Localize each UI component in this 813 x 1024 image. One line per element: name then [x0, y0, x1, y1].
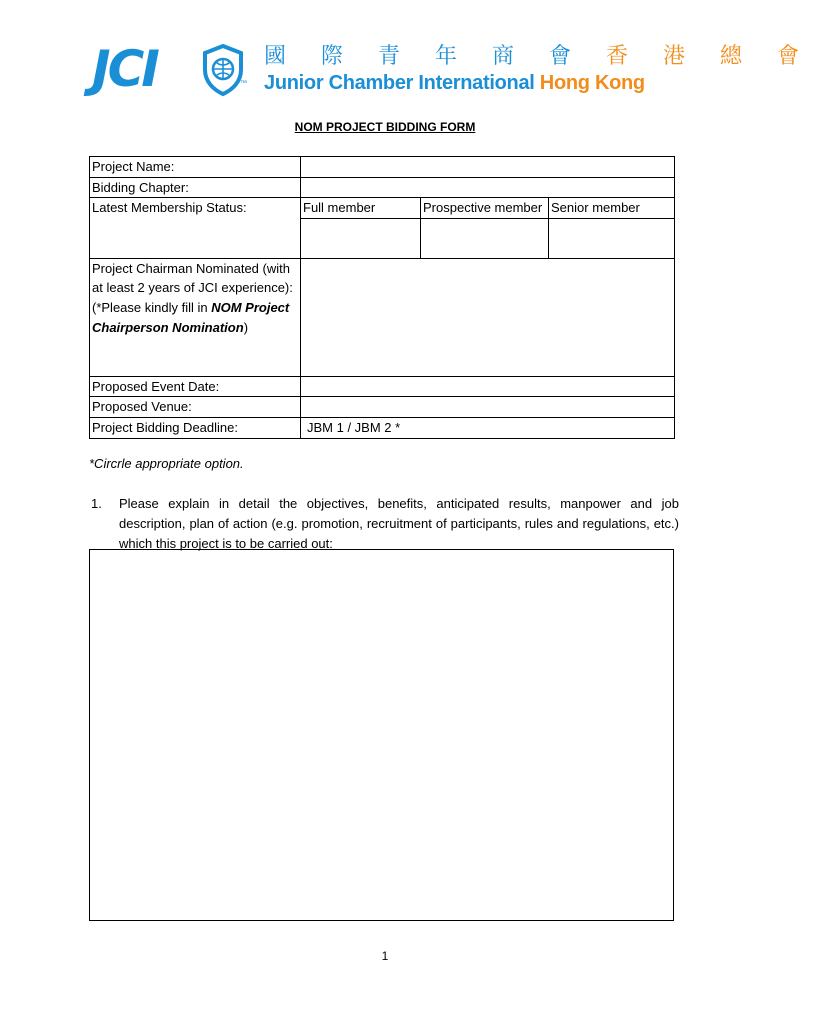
venue-label: Proposed Venue: — [90, 397, 301, 418]
question-1-answer-box[interactable] — [89, 549, 674, 921]
table-row — [90, 376, 675, 397]
senior-member-field[interactable] — [549, 218, 675, 258]
bidding-chapter-field[interactable] — [301, 177, 675, 198]
table-row — [90, 157, 675, 178]
question-1 — [91, 494, 679, 554]
project-name-label: Project Name: — [90, 157, 301, 178]
circle-option-note: *Circrle appropriate option. — [89, 456, 244, 471]
question-number: 1. — [91, 496, 102, 511]
page-header — [92, 40, 813, 100]
org-name-chinese — [264, 43, 813, 71]
deadline-label: Project Bidding Deadline: — [90, 417, 301, 438]
org-name-chinese-part1: 國 際 青 年 商 會 — [264, 44, 585, 69]
table-row — [90, 198, 675, 219]
event-date-field[interactable] — [301, 376, 675, 397]
org-name-chinese-part2: 香 港 總 會 — [605, 44, 813, 69]
table-row — [90, 417, 675, 438]
trademark-mark: ™ — [240, 80, 247, 87]
table-row — [90, 258, 675, 376]
jci-logo-text: JCI — [92, 40, 157, 98]
option-prospective-member: Prospective member — [421, 198, 549, 219]
org-name-english-part1: Junior Chamber International — [264, 72, 535, 94]
option-full-member: Full member — [301, 198, 421, 219]
chairman-instruction-suffix: ) — [243, 319, 249, 335]
project-name-field[interactable] — [301, 157, 675, 178]
chairman-nominated-label — [90, 258, 301, 376]
prospective-member-field[interactable] — [421, 218, 549, 258]
table-row — [90, 177, 675, 198]
chairman-nomination-form-name: NOM Project Chairperson Nomination — [92, 299, 290, 335]
bidding-form-table — [89, 156, 675, 439]
table-row — [90, 397, 675, 418]
org-name-english — [264, 71, 645, 95]
deadline-value[interactable]: JBM 1 / JBM 2 * — [301, 417, 675, 438]
option-senior-member: Senior member — [549, 198, 675, 219]
membership-status-label: Latest Membership Status: — [90, 198, 301, 259]
jci-shield-icon — [202, 44, 244, 96]
page-number: 1 — [381, 949, 389, 963]
chairman-nominated-field[interactable] — [301, 258, 675, 376]
event-date-label: Proposed Event Date: — [90, 376, 301, 397]
bidding-chapter-label: Bidding Chapter: — [90, 177, 301, 198]
chairman-requirement-text: Project Chairman Nominated (with at least 2 years of JCI experience): — [92, 260, 293, 296]
chairman-instruction-prefix: (*Please kindly fill in — [92, 299, 212, 315]
org-name-english-part2: Hong Kong — [539, 72, 645, 94]
question-text: Please explain in detail the objectives, benefits, anticipated results, manpower and job description, plan of action (e.g. promotion, recruitment of participants, rules and regulations, etc.) which this project is to be carried out: — [119, 496, 679, 551]
full-member-field[interactable] — [301, 218, 421, 258]
form-title: NOM PROJECT BIDDING FORM — [294, 120, 476, 134]
venue-field[interactable] — [301, 397, 675, 418]
